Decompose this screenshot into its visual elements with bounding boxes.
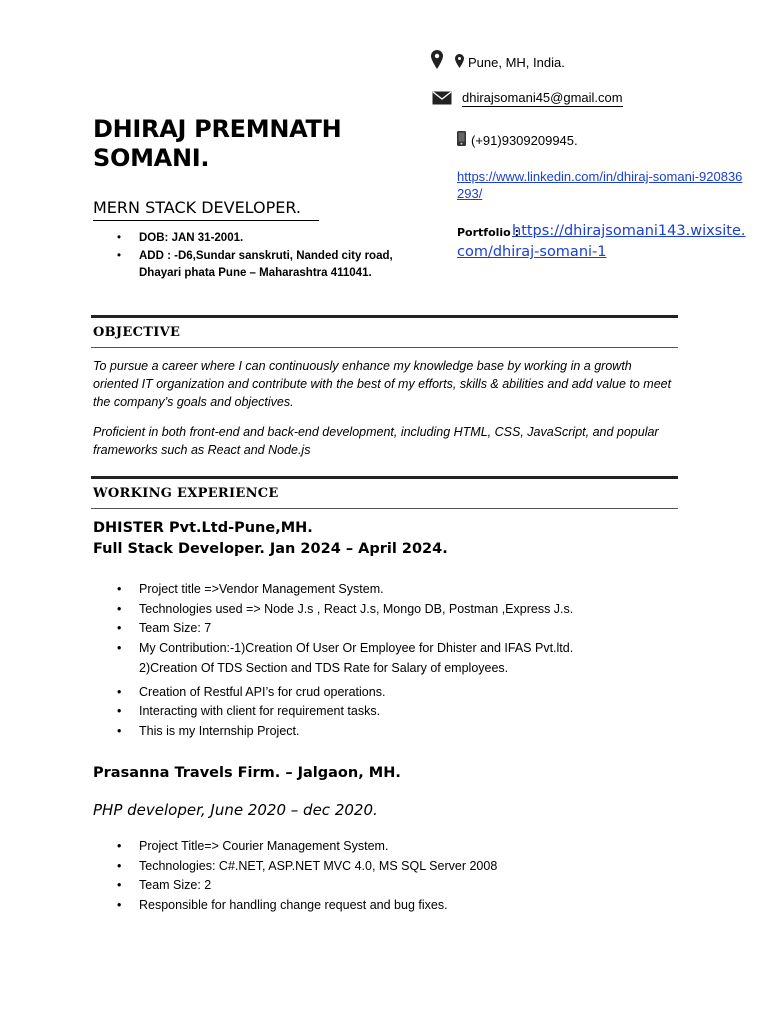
- list-item: • Project Title=> Courier Management System.: [139, 837, 739, 857]
- map-pin-small-icon: [455, 54, 464, 73]
- experience-heading: WORKING EXPERIENCE: [93, 486, 279, 501]
- section-divider-thick: [91, 476, 678, 479]
- portfolio-label: Portfolio :: [457, 226, 519, 239]
- phone-number: (+91)9309209945.: [471, 133, 578, 148]
- objective-heading: OBJECTIVE: [93, 325, 181, 340]
- job-1-bullets: [93, 580, 739, 742]
- list-item: • Technologies: C#.NET, ASP.NET MVC 4.0, MS SQL Server 2008: [139, 857, 739, 877]
- email-link[interactable]: dhirajsomani45@gmail.com: [462, 90, 623, 105]
- list-item-line: 2)Creation Of TDS Section and TDS Rate for Salary of employees.: [139, 660, 509, 675]
- candidate-name: DHIRAJ PREMNATH SOMANI.: [93, 115, 342, 172]
- portfolio-link[interactable]: https://dhirajsomani143.wixsite.com/dhiraj-somani-1: [457, 223, 746, 260]
- skills-summary-paragraph: Proficient in both front-end and back-end development, including HTML, CSS, JavaScript, and popular frameworks such as React and Node.js: [93, 425, 659, 457]
- job-2-title: PHP developer, June 2020 – dec 2020.: [93, 801, 378, 819]
- list-item: • Team Size: 2: [139, 876, 739, 896]
- job-1-company: DHISTER Pvt.Ltd-Pune,MH.: [93, 520, 313, 536]
- list-item: • Creation of Restful API’s for crud operations.: [139, 683, 739, 703]
- job-role-suffix: .: [295, 198, 302, 217]
- job-2-company: Prasanna Travels Firm. – Jalgaon, MH.: [93, 765, 401, 781]
- list-item-line: My Contribution:-1)Creation Of User Or Employee for Dhister and IFAS Pvt.ltd.: [139, 641, 574, 656]
- location-text: Pune, MH, India.: [468, 55, 565, 70]
- job-2-bullets: [93, 837, 739, 916]
- phone-icon: [457, 131, 466, 151]
- section-divider-thick: [91, 315, 678, 318]
- list-item: • Technologies used => Node J.s , React J.s, Mongo DB, Postman ,Express J.s.: [139, 600, 739, 620]
- linkedin-link[interactable]: https://www.linkedin.com/in/dhiraj-somani-920836293/: [457, 169, 743, 201]
- list-item: [139, 639, 739, 678]
- objective-paragraph: To pursue a career where I can continuously enhance my knowledge base by working in a growth oriented IT organization and contribute with the best of my efforts, skills & abilities and add value to meet the company’s goals and objectives.: [93, 359, 672, 409]
- section-divider-thin: [91, 508, 678, 509]
- list-item: • Project title =>Vendor Management System.: [139, 580, 739, 600]
- job-role-text: MERN STACK DEVELOPER: [93, 198, 296, 217]
- section-divider-thin: [91, 347, 678, 348]
- address-item: • ADD : -D6,Sundar sanskruti, Nanded city road, Dhayari phata Pune – Maharashtra 411041.: [139, 248, 429, 283]
- job-role: [93, 197, 319, 221]
- list-item: • Interacting with client for requirement tasks.: [139, 702, 739, 722]
- dob-item: • DOB: JAN 31-2001.: [139, 230, 429, 248]
- map-pin-icon: [431, 50, 443, 74]
- list-item: • Responsible for handling change request and bug fixes.: [139, 896, 739, 916]
- envelope-icon: [432, 91, 452, 110]
- portfolio-link-wrap: [457, 221, 747, 263]
- job-1-title: Full Stack Developer. Jan 2024 – April 2024.: [93, 541, 448, 557]
- list-item: • Team Size: 7: [139, 619, 739, 639]
- list-item: • This is my Internship Project.: [139, 722, 739, 742]
- personal-details-list: [93, 230, 429, 283]
